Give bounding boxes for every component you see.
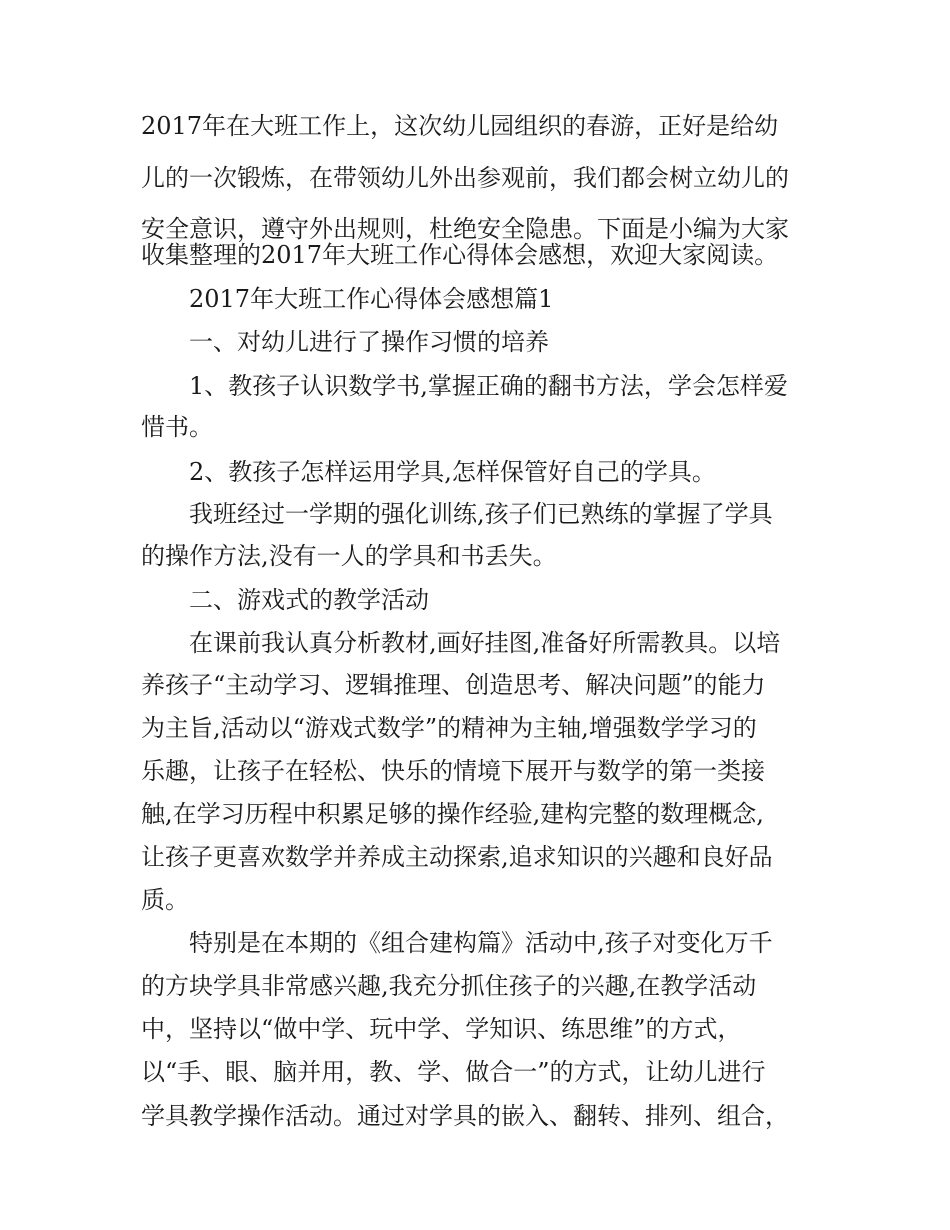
paragraph-line: 质。 xyxy=(141,886,189,914)
paragraph-line: 在课前我认真分析教材,画好挂图,准备好所需教具。以培 xyxy=(189,629,781,657)
paragraph-line: 让孩子更喜欢数学并养成主动探索,追求知识的兴趣和良好品 xyxy=(141,843,773,871)
paragraph-line: 养孩子“主动学习、逻辑推理、创造思考、解决问题”的能力 xyxy=(141,671,766,699)
section-heading-2: 二、游戏式的教学活动 xyxy=(189,586,429,614)
intro-line-4: 收集整理的2017年大班工作心得体会感想，欢迎大家阅读。 xyxy=(141,241,779,269)
paragraph-line: 我班经过一学期的强化训练,孩子们已熟练的掌握了学具 xyxy=(189,500,773,528)
paragraph-line: 特别是在本期的《组合建构篇》活动中,孩子对变化万千 xyxy=(189,929,773,957)
article-heading: 2017年大班工作心得体会感想篇1 xyxy=(189,285,554,313)
paragraph-line: 2、教孩子怎样运用学具,怎样保管好自己的学具。 xyxy=(189,458,716,486)
paragraph-line: 1、教孩子认识数学书,掌握正确的翻书方法，学会怎样爱 xyxy=(189,372,788,400)
intro-line-1: 2017年在大班工作上，这次幼儿园组织的春游，正好是给幼 xyxy=(141,112,779,140)
paragraph-line: 以“手、眼、脑并用，教、学、做合一”的方式，让幼儿进行 xyxy=(141,1058,766,1086)
paragraph-line: 惜书。 xyxy=(141,413,213,441)
paragraph-line: 中，坚持以“做中学、玩中学、学知识、练思维”的方式， xyxy=(141,1015,742,1043)
section-heading-1: 一、对幼儿进行了操作习惯的培养 xyxy=(189,328,549,356)
paragraph-line: 学具教学操作活动。通过对学具的嵌入、翻转、排列、组合， xyxy=(141,1102,789,1130)
paragraph-line: 乐趣，让孩子在轻松、快乐的情境下展开与数学的第一类接 xyxy=(141,757,765,785)
intro-line-3: 安全意识，遵守外出规则，杜绝安全隐患。下面是小编为大家 xyxy=(141,215,789,243)
paragraph-line: 的操作方法,没有一人的学具和书丢失。 xyxy=(141,542,557,570)
paragraph-line: 为主旨,活动以“游戏式数学”的精神为主轴,增强数学学习的 xyxy=(141,714,757,742)
intro-line-2: 儿的一次锻炼，在带领幼儿外出参观前，我们都会树立幼儿的 xyxy=(141,164,789,192)
paragraph-line: 的方块学具非常感兴趣,我充分抓住孩子的兴趣,在教学活动 xyxy=(141,972,757,1000)
paragraph-line: 触,在学习历程中积累足够的操作经验,建构完整的数理概念, xyxy=(141,800,764,828)
